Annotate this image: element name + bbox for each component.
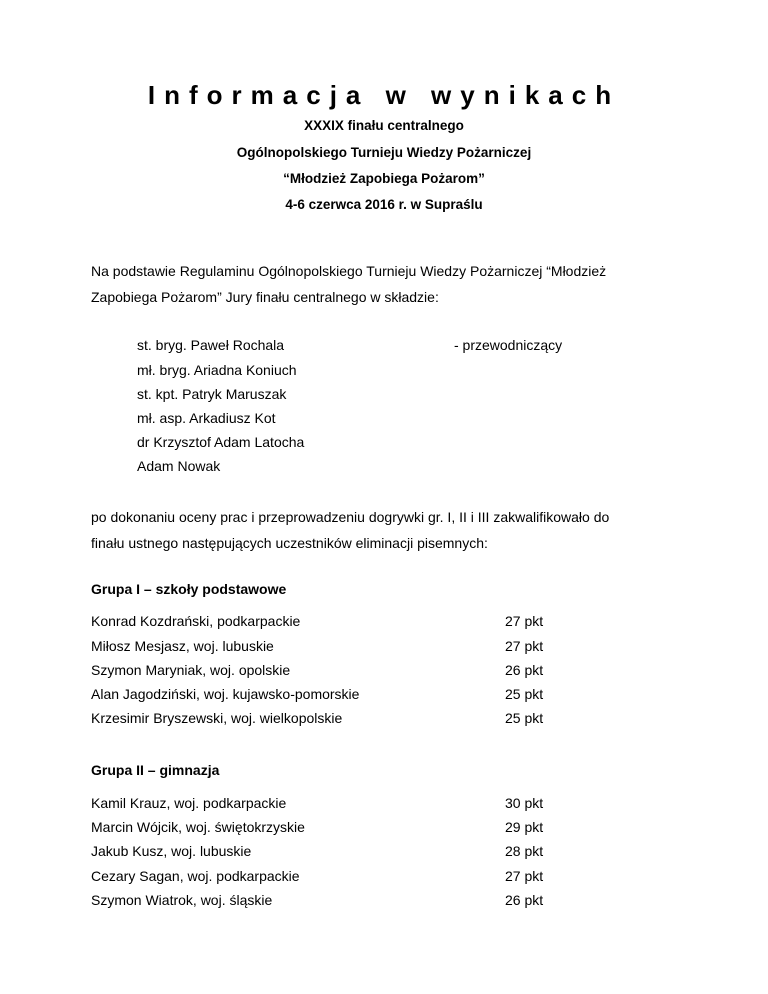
- participant-points: 30 pkt: [505, 795, 544, 811]
- group-2-title: Grupa II – gimnazja: [91, 762, 220, 778]
- participant-points: 27 pkt: [505, 868, 544, 884]
- table-row: [91, 661, 591, 679]
- participant-name: Kamil Krauz, woj. podkarpackie: [91, 795, 287, 811]
- participant-points: 27 pkt: [505, 613, 544, 629]
- table-row: [91, 891, 591, 909]
- table-row: [91, 818, 591, 836]
- subtitle-line-2: Ogólnopolskiego Turnieju Wiedzy Pożarniczej: [236, 145, 532, 160]
- participant-points: 26 pkt: [505, 892, 544, 908]
- participant-points: 26 pkt: [505, 662, 544, 678]
- participant-name: Szymon Maryniak, woj. opolskie: [91, 662, 291, 678]
- subtitle-line-3: “Młodzież Zapobiega Pożarom”: [283, 171, 485, 186]
- participant-name: Szymon Wiatrok, woj. śląskie: [91, 892, 273, 908]
- outcome-paragraph: [91, 504, 721, 556]
- jury-member: Adam Nowak: [137, 458, 221, 474]
- participant-name: Alan Jagodziński, woj. kujawsko-pomorskie: [91, 686, 360, 702]
- intro-line-2: Zapobiega Pożarom” Jury finału centralnego w składzie:: [91, 289, 439, 305]
- participant-points: 29 pkt: [505, 819, 544, 835]
- participant-points: 25 pkt: [505, 710, 544, 726]
- table-row: [91, 842, 591, 860]
- table-row: [91, 794, 591, 812]
- subtitle-line-4: 4-6 czerwca 2016 r. w Supraślu: [285, 197, 483, 212]
- outcome-line-2: finału ustnego następujących uczestników eliminacji pisemnych:: [91, 535, 488, 551]
- participant-name: Konrad Kozdrański, podkarpackie: [91, 613, 301, 629]
- participant-points: 27 pkt: [505, 638, 544, 654]
- intro-paragraph: [91, 258, 721, 310]
- participant-points: 25 pkt: [505, 686, 544, 702]
- jury-member: mł. asp. Arkadiusz Kot: [137, 410, 276, 426]
- participant-name: Jakub Kusz, woj. lubuskie: [91, 843, 252, 859]
- table-row: [91, 685, 591, 703]
- table-row: [91, 612, 591, 630]
- jury-member: st. kpt. Patryk Maruszak: [137, 386, 287, 402]
- participant-points: 28 pkt: [505, 843, 544, 859]
- table-row: [91, 867, 591, 885]
- jury-member: dr Krzysztof Adam Latocha: [137, 434, 305, 450]
- subtitle-line-1: XXXIX finału centralnego: [304, 118, 464, 133]
- jury-member: mł. bryg. Ariadna Koniuch: [137, 362, 297, 378]
- table-row: [91, 637, 591, 655]
- document-title: Informacja w wynikach: [147, 80, 621, 110]
- intro-line-1: Na podstawie Regulaminu Ogólnopolskiego Turnieju Wiedzy Pożarniczej “Młodzież: [91, 263, 607, 279]
- jury-member: st. bryg. Paweł Rochala: [137, 337, 285, 353]
- group-1-title: Grupa I – szkoły podstawowe: [91, 581, 287, 597]
- jury-chair-role: - przewodniczący: [454, 337, 563, 353]
- table-row: [91, 709, 591, 727]
- participant-name: Cezary Sagan, woj. podkarpackie: [91, 868, 300, 884]
- participant-name: Krzesimir Bryszewski, woj. wielkopolskie: [91, 710, 343, 726]
- participant-name: Marcin Wójcik, woj. świętokrzyskie: [91, 819, 305, 835]
- participant-name: Miłosz Mesjasz, woj. lubuskie: [91, 638, 274, 654]
- outcome-line-1: po dokonaniu oceny prac i przeprowadzeniu dogrywki gr. I, II i III zakwalifikowało do: [91, 509, 610, 525]
